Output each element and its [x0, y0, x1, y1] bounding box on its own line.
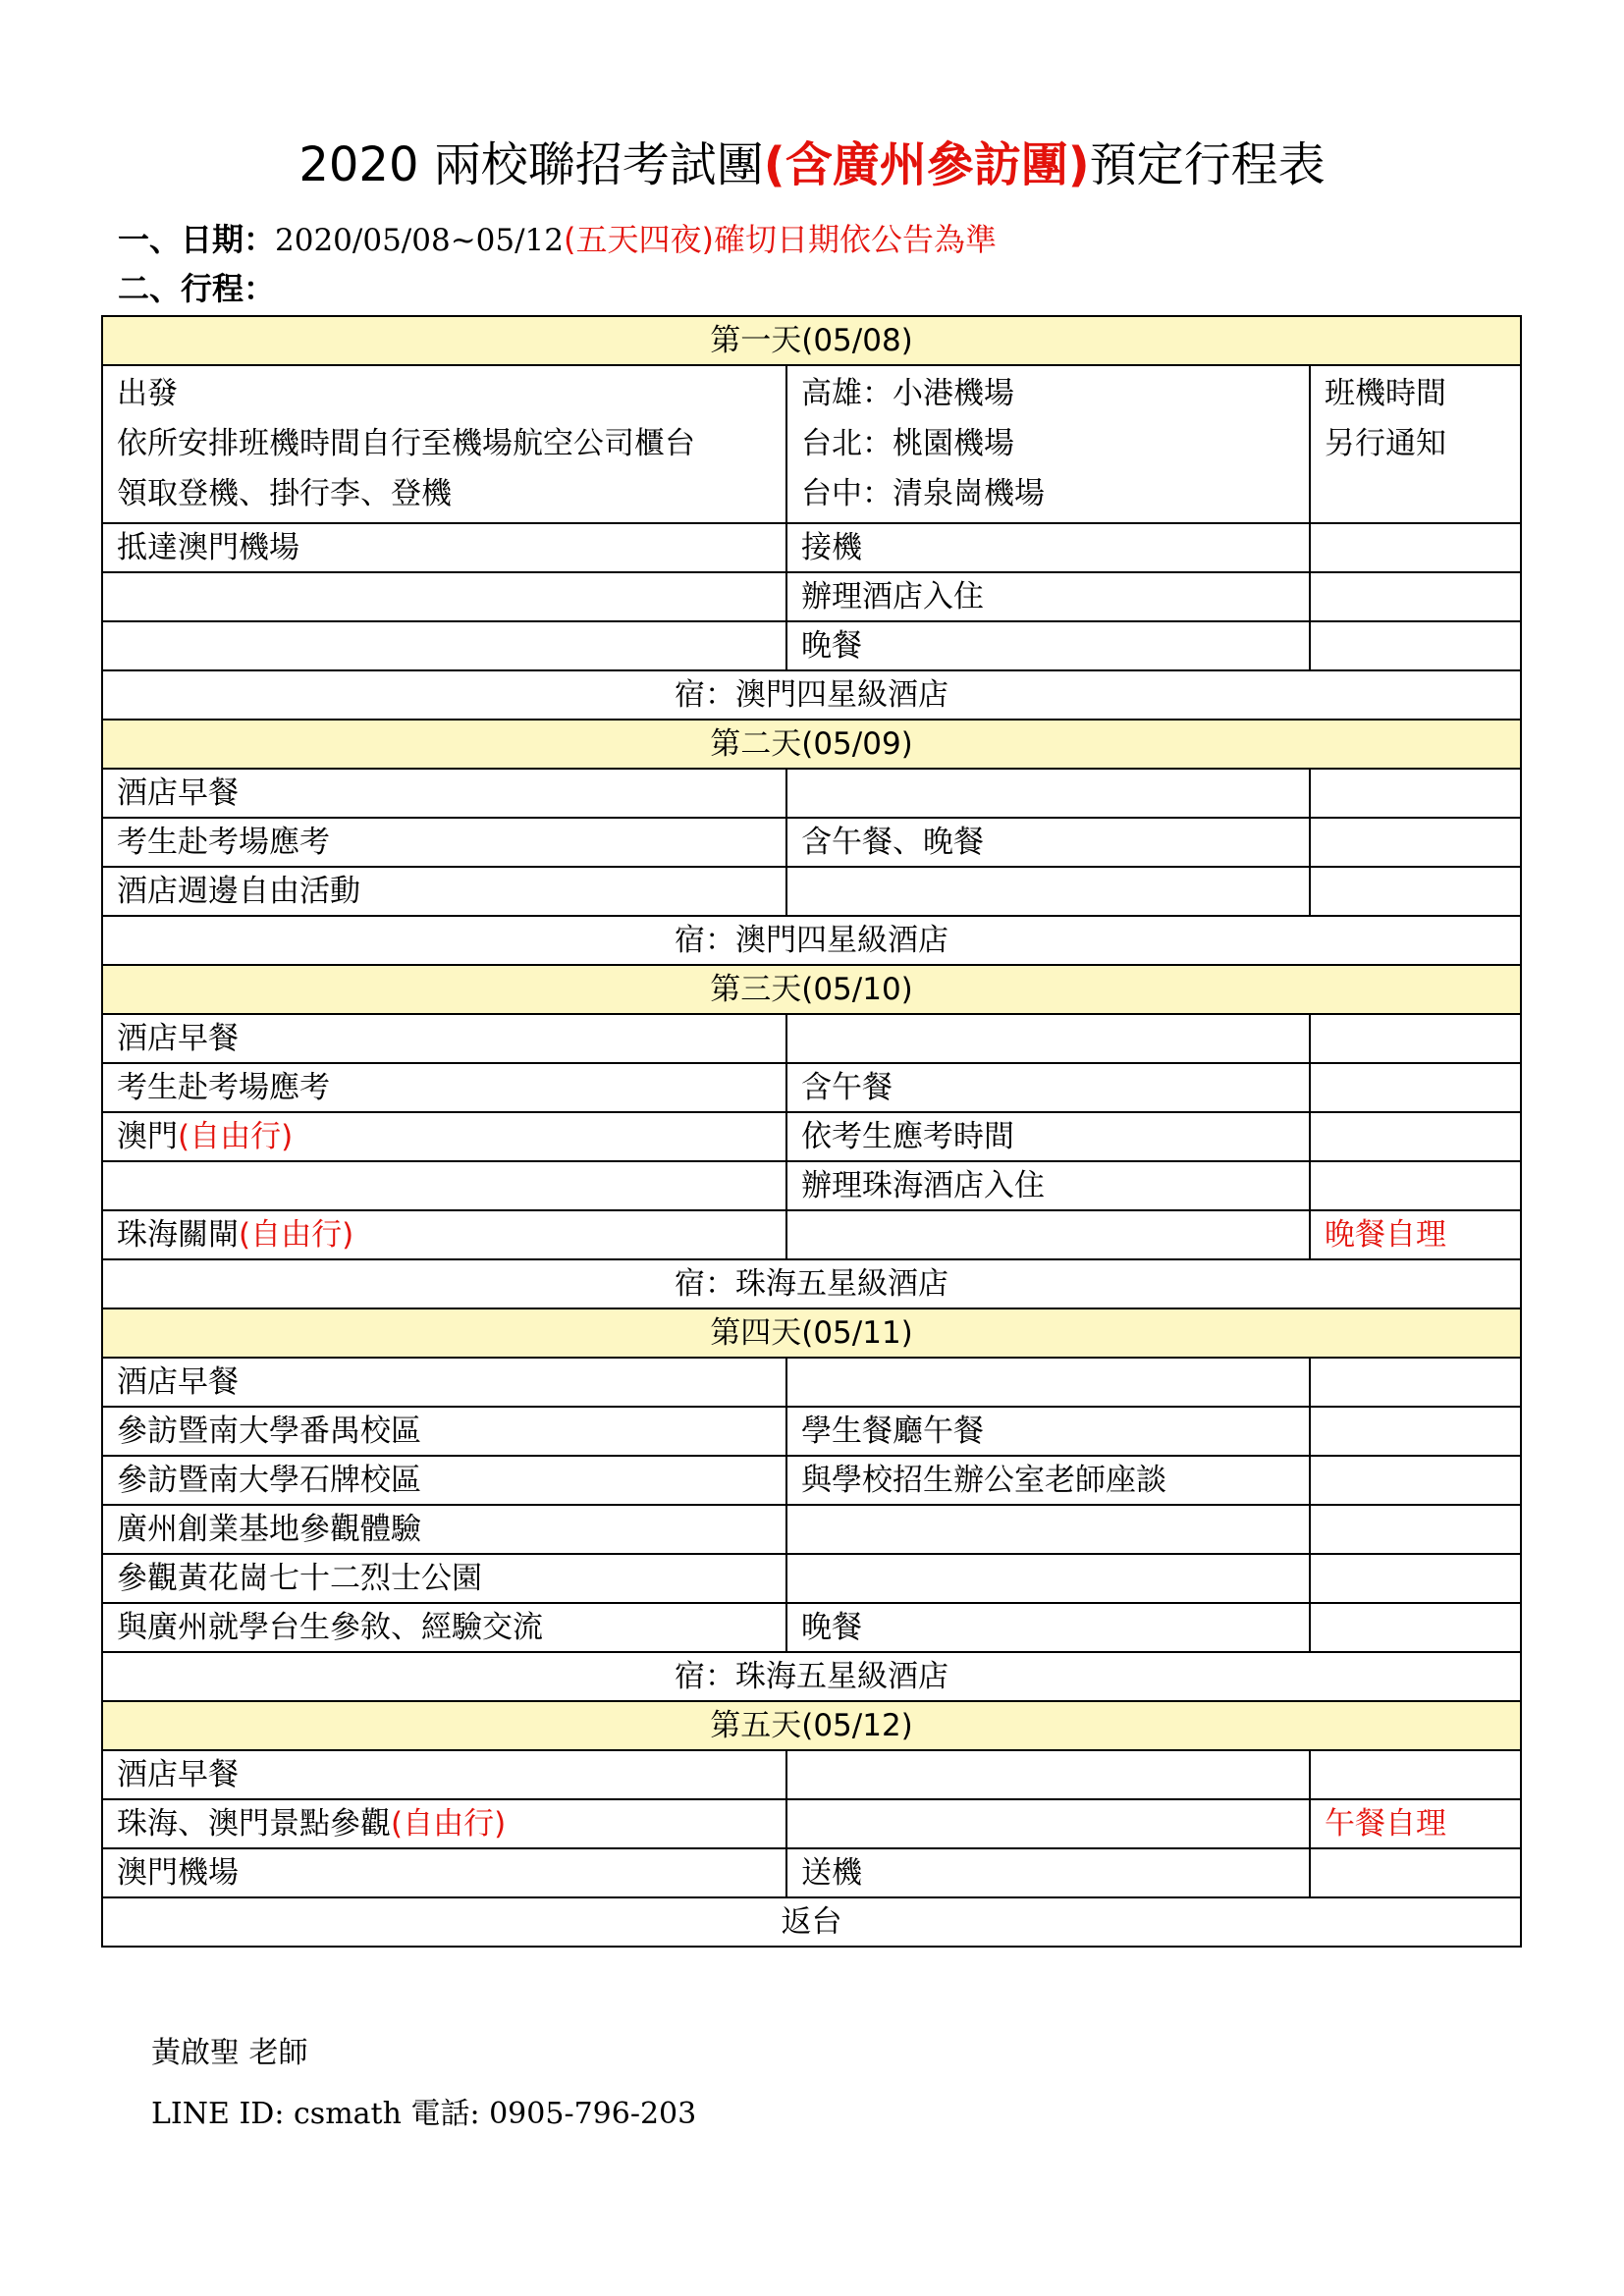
cell-line: 台北：桃園機場 [801, 426, 1014, 461]
cell-a [102, 1358, 786, 1407]
table-row [102, 1603, 1521, 1652]
cell-b [786, 1848, 1310, 1897]
table-row [102, 1407, 1521, 1456]
cell-c [1310, 1407, 1521, 1456]
cell-a [102, 523, 786, 572]
cell-a [102, 1848, 786, 1897]
cell-b [786, 867, 1310, 916]
cell-red-text: 晚餐自理 [1325, 1217, 1446, 1253]
cell-b [786, 1505, 1310, 1554]
day-header-row [102, 1308, 1521, 1358]
date-line [118, 220, 997, 260]
cell-c [1310, 1112, 1521, 1161]
table-row [102, 1554, 1521, 1603]
day-header: 第二天(05/09) [102, 720, 1521, 769]
cell-red-text: (自由行) [178, 1119, 294, 1154]
cell-c [1310, 1014, 1521, 1063]
page-title [0, 135, 1624, 194]
table-row [102, 572, 1521, 621]
cell-a [102, 1063, 786, 1112]
accommodation-row [102, 1897, 1521, 1947]
cell-text: 參訪暨南大學石牌校區 [117, 1463, 421, 1498]
cell-line: 高雄：小港機場 [801, 376, 1014, 411]
day-header: 第三天(05/10) [102, 965, 1521, 1014]
cell-text: 抵達澳門機場 [117, 530, 299, 565]
cell-a [102, 1456, 786, 1505]
table-row [102, 1456, 1521, 1505]
cell-text: 珠海關閘 [117, 1217, 239, 1253]
table-row [102, 1014, 1521, 1063]
contact-info: LINE ID: csmath 電話: 0905-796-203 [151, 2097, 697, 2131]
cell-a [102, 1112, 786, 1161]
accommodation-cell: 宿：珠海五星級酒店 [102, 1259, 1521, 1308]
cell-a [102, 1603, 786, 1652]
cell-b [786, 1407, 1310, 1456]
cell-text: 珠海、澳門景點參觀 [117, 1806, 391, 1842]
table-row [102, 1358, 1521, 1407]
day-header-row [102, 720, 1521, 769]
cell-b [786, 621, 1310, 670]
cell-text: 酒店週邊自由活動 [117, 874, 360, 909]
accommodation-row [102, 916, 1521, 965]
cell-text: 含午餐 [801, 1070, 893, 1105]
cell-red-text: 午餐自理 [1325, 1806, 1446, 1842]
cell-text: 接機 [801, 530, 862, 565]
cell-line: 依所安排班機時間自行至機場航空公司櫃台 [117, 426, 695, 461]
cell-c [1310, 818, 1521, 867]
day-header: 第一天(05/08) [102, 316, 1521, 365]
cell-text: 酒店早餐 [117, 1021, 239, 1056]
cell-b [786, 523, 1310, 572]
cell-b [786, 572, 1310, 621]
cell-b [786, 818, 1310, 867]
cell-red-text: (自由行) [391, 1806, 507, 1842]
day-header: 第五天(05/12) [102, 1701, 1521, 1750]
day-header: 第四天(05/11) [102, 1308, 1521, 1358]
cell-b [786, 1456, 1310, 1505]
cell-a [102, 365, 786, 523]
table-row [102, 1505, 1521, 1554]
cell-a [102, 621, 786, 670]
table-row [102, 769, 1521, 818]
cell-line: 領取登機、掛行李、登機 [117, 476, 452, 511]
cell-b [786, 1358, 1310, 1407]
cell-b [786, 365, 1310, 523]
cell-b [786, 1603, 1310, 1652]
cell-text: 辦理酒店入住 [801, 579, 984, 614]
cell-a [102, 1750, 786, 1799]
cell-text: 參訪暨南大學番禺校區 [117, 1414, 421, 1449]
accommodation-cell: 宿：澳門四星級酒店 [102, 670, 1521, 720]
cell-a [102, 1210, 786, 1259]
cell-a [102, 1014, 786, 1063]
cell-a [102, 1407, 786, 1456]
cell-c [1310, 1505, 1521, 1554]
cell-a [102, 1799, 786, 1848]
accommodation-cell: 宿：珠海五星級酒店 [102, 1652, 1521, 1701]
cell-b [786, 1112, 1310, 1161]
table-row [102, 1799, 1521, 1848]
cell-b [786, 1750, 1310, 1799]
cell-c [1310, 365, 1521, 523]
table-row [102, 365, 1521, 523]
cell-text: 含午餐、晚餐 [801, 825, 984, 860]
cell-line: 班機時間 [1325, 376, 1446, 411]
cell-b [786, 1063, 1310, 1112]
date-value: 2020/05/08~05/12 [275, 223, 565, 258]
day-header-row [102, 1701, 1521, 1750]
cell-b [786, 1161, 1310, 1210]
cell-b [786, 1799, 1310, 1848]
table-row [102, 1848, 1521, 1897]
day-header-row [102, 316, 1521, 365]
table-row [102, 1210, 1521, 1259]
schedule-label: 二、行程： [118, 270, 276, 307]
cell-text: 考生赴考場應考 [117, 1070, 330, 1105]
cell-text: 酒店早餐 [117, 775, 239, 811]
cell-c [1310, 523, 1521, 572]
cell-c [1310, 1554, 1521, 1603]
title-suffix: 預定行程表 [1089, 137, 1326, 192]
cell-c [1310, 1848, 1521, 1897]
cell-a [102, 818, 786, 867]
cell-a [102, 1554, 786, 1603]
cell-red-text: (自由行) [239, 1217, 354, 1253]
cell-text: 澳門 [117, 1119, 178, 1154]
accommodation-cell: 返台 [102, 1897, 1521, 1947]
cell-text: 考生赴考場應考 [117, 825, 330, 860]
cell-text: 與廣州就學台生參敘、經驗交流 [117, 1610, 543, 1645]
cell-b [786, 1014, 1310, 1063]
cell-a [102, 769, 786, 818]
cell-c [1310, 621, 1521, 670]
table-row [102, 523, 1521, 572]
day-header-row [102, 965, 1521, 1014]
table-row [102, 1063, 1521, 1112]
cell-a [102, 1161, 786, 1210]
table-row [102, 621, 1521, 670]
cell-c [1310, 769, 1521, 818]
table-row [102, 818, 1521, 867]
cell-a [102, 1505, 786, 1554]
cell-text: 澳門機場 [117, 1855, 239, 1891]
schedule-line [118, 269, 275, 308]
cell-c [1310, 1750, 1521, 1799]
cell-a [102, 867, 786, 916]
cell-c [1310, 1603, 1521, 1652]
cell-b [786, 769, 1310, 818]
cell-text: 酒店早餐 [117, 1364, 239, 1400]
accommodation-row [102, 1652, 1521, 1701]
date-label: 一、日期： [118, 221, 276, 258]
table-row [102, 1750, 1521, 1799]
cell-b [786, 1210, 1310, 1259]
cell-text: 廣州創業基地參觀體驗 [117, 1512, 421, 1547]
table-row [102, 1161, 1521, 1210]
cell-c [1310, 1456, 1521, 1505]
teacher-name: 黃啟聖 老師 [151, 2036, 308, 2070]
cell-text: 晚餐 [801, 1610, 862, 1645]
cell-line: 台中：清泉崗機場 [801, 476, 1045, 511]
cell-c [1310, 572, 1521, 621]
cell-text: 酒店早餐 [117, 1757, 239, 1792]
title-highlight: (含廣州參訪團) [763, 137, 1090, 192]
itinerary-body [102, 316, 1521, 1947]
cell-line: 出發 [117, 376, 178, 411]
cell-a [102, 572, 786, 621]
cell-text: 辦理珠海酒店入住 [801, 1168, 1045, 1203]
cell-b [786, 1554, 1310, 1603]
cell-text: 參觀黃花崗七十二烈士公園 [117, 1561, 482, 1596]
itinerary-table [101, 315, 1522, 1948]
accommodation-cell: 宿：澳門四星級酒店 [102, 916, 1521, 965]
cell-text: 晚餐 [801, 628, 862, 664]
title-prefix: 2020 兩校聯招考試團 [298, 137, 764, 192]
cell-text: 學生餐廳午餐 [801, 1414, 984, 1449]
cell-c [1310, 867, 1521, 916]
cell-text: 送機 [801, 1855, 862, 1891]
table-row [102, 867, 1521, 916]
cell-line: 另行通知 [1325, 426, 1446, 461]
cell-c [1310, 1358, 1521, 1407]
cell-text: 依考生應考時間 [801, 1119, 1014, 1154]
cell-c [1310, 1799, 1521, 1848]
accommodation-row [102, 670, 1521, 720]
cell-c [1310, 1161, 1521, 1210]
cell-c [1310, 1210, 1521, 1259]
table-row [102, 1112, 1521, 1161]
accommodation-row [102, 1259, 1521, 1308]
date-note: (五天四夜)確切日期依公告為準 [564, 221, 997, 258]
cell-text: 與學校招生辦公室老師座談 [801, 1463, 1166, 1498]
cell-c [1310, 1063, 1521, 1112]
